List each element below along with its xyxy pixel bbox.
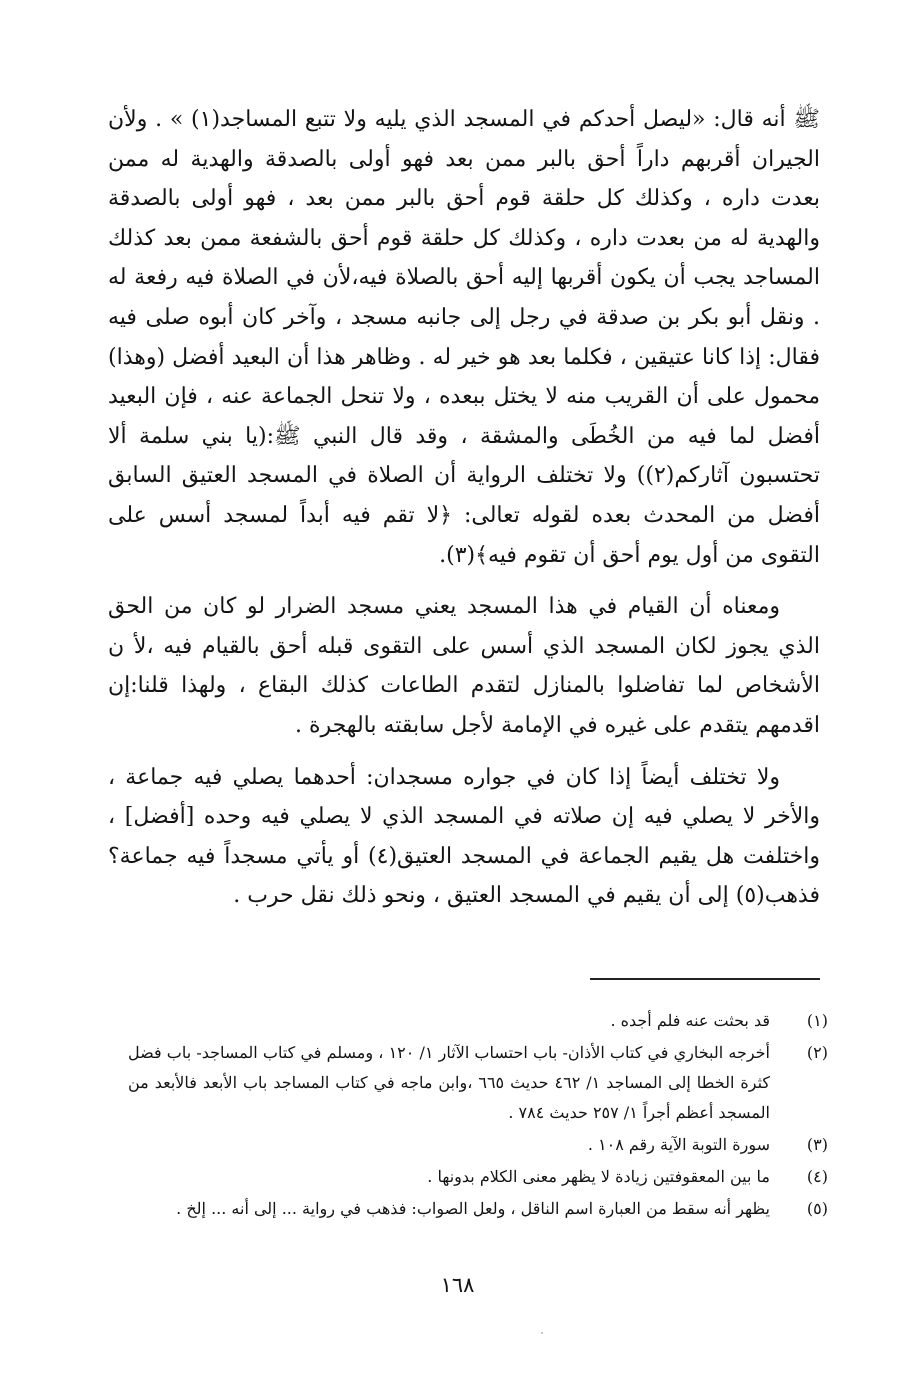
paragraph-3: ولا تختلف أيضاً إذا كان في جواره مسجدان: أحدهما يصلي فيه جماعة ، والأخر لا يصلي فيه إن صلاته في المسجد الذي لا يصلي فيه وحده [أفضل] ، واختلفت هل يقيم الجماعة في المسجد العتيق(٤) أو يأتي مسجداً فيه جماعة؟ فذهب(٥) إلى أن يقيم في المسجد العتيق ، ونحو ذلك نقل حرب .	[108, 764, 820, 909]
footnote-separator	[590, 978, 820, 980]
paragraph-2: ومعناه أن القيام في هذا المسجد يعني مسجد الضرار لو كان من الحق الذي يجوز لكان المسجد الذي أسس على التقوى قبله أحق بالقيام فيه ،لأ ن الأشخاص لما تفاضلوا بالمنازل لتقدم الطاعات كذلك البقاع ، ولهذا قلنا:إن اقدمهم يتقدم على غيره في الإمامة لأجل سابقته بالهجرة .	[108, 594, 820, 738]
footnote-2	[128, 1038, 828, 1128]
footnotes	[128, 1006, 828, 1226]
footnote-1	[128, 1006, 828, 1036]
footnote-text: ما بين المعقوفتين زيادة لا يظهر معنى الكلام بدونها .	[427, 1167, 770, 1186]
footnote-text: سورة التوبة الآية رقم ١٠٨ .	[587, 1135, 770, 1154]
footnote-number: (٣)	[806, 1135, 828, 1154]
footnote-number: (٤)	[806, 1167, 828, 1186]
page-number: ١٦٨	[440, 1273, 475, 1297]
footnote-4	[128, 1162, 828, 1192]
footnote-number: (١)	[806, 1011, 828, 1030]
footnote-text: قد بحثت عنه فلم أجده .	[610, 1011, 770, 1030]
footnote-text: يظهر أنه سقط من العبارة اسم الناقل ، ولعل الصواب: فذهب في رواية ... إلى أنه ... إلخ .	[176, 1199, 770, 1218]
footnote-number: (٢)	[806, 1043, 828, 1062]
footnote-number: (٥)	[806, 1199, 828, 1218]
footnote-5	[128, 1194, 828, 1224]
footnote-3	[128, 1130, 828, 1160]
footnote-text: أخرجه البخاري في كتاب الأذان- باب احتساب الآثار ١/ ١٢٠ ، ومسلم في كتاب المساجد- باب فضل كثرة الخطا إلى المساجد ١/ ٤٦٢ حديث ٦٦٥ ،وابن ماجه في كتاب المساجد باب الأبعد فالأبعد من المسجد أعظم أجراً ١/ ٢٥٧ حديث ٧٨٤ .	[128, 1043, 771, 1122]
main-text	[108, 100, 820, 916]
scan-speck	[541, 1332, 543, 1334]
paragraph-1: ﷺ أنه قال: «ليصل أحدكم في المسجد الذي يليه ولا تتبع المساجد(١) » . ولأن الجيران أقربهم داراً أحق بالبر ممن بعد فهو أولى بالصدقة والهدية له ممن بعدت داره ، وكذلك كل حلقة قوم أحق بالبر ممن بعد ، فهو أولى بالصدقة والهدية له من بعدت داره ، وكذلك كل حلقة قوم أحق بالشفعة ممن بعد كذلك المساجد يجب أن يكون أقربها إليه أحق بالصلاة فيه،لأن في الصلاة فيه رفعة له . ونقل أبو بكر بن صدقة في رجل إلى جانبه مسجد ، وآخر كان أبوه صلى فيه فقال: إذا كانا عتيقين ، فكلما بعد هو خير له . وظاهر هذا أن البعيد أفضل (وهذا) محمول على أن القريب منه لا يختل ببعده ، ولا تنحل الجماعة عنه ، فإن البعيد أفضل لما فيه من الخُطَى والمشقة ، وقد قال النبي ﷺ:(يا بني سلمة ألا تحتسبون آثاركم(٢)) ولا تختلف الرواية أن الصلاة في المسجد العتيق السابق أفضل من المحدث بعده لقوله تعالى: ﴿لا تقم فيه أبداً لمسجد أسس على التقوى من أول يوم أحق أن تقوم فيه﴾(٣).	[108, 107, 821, 568]
